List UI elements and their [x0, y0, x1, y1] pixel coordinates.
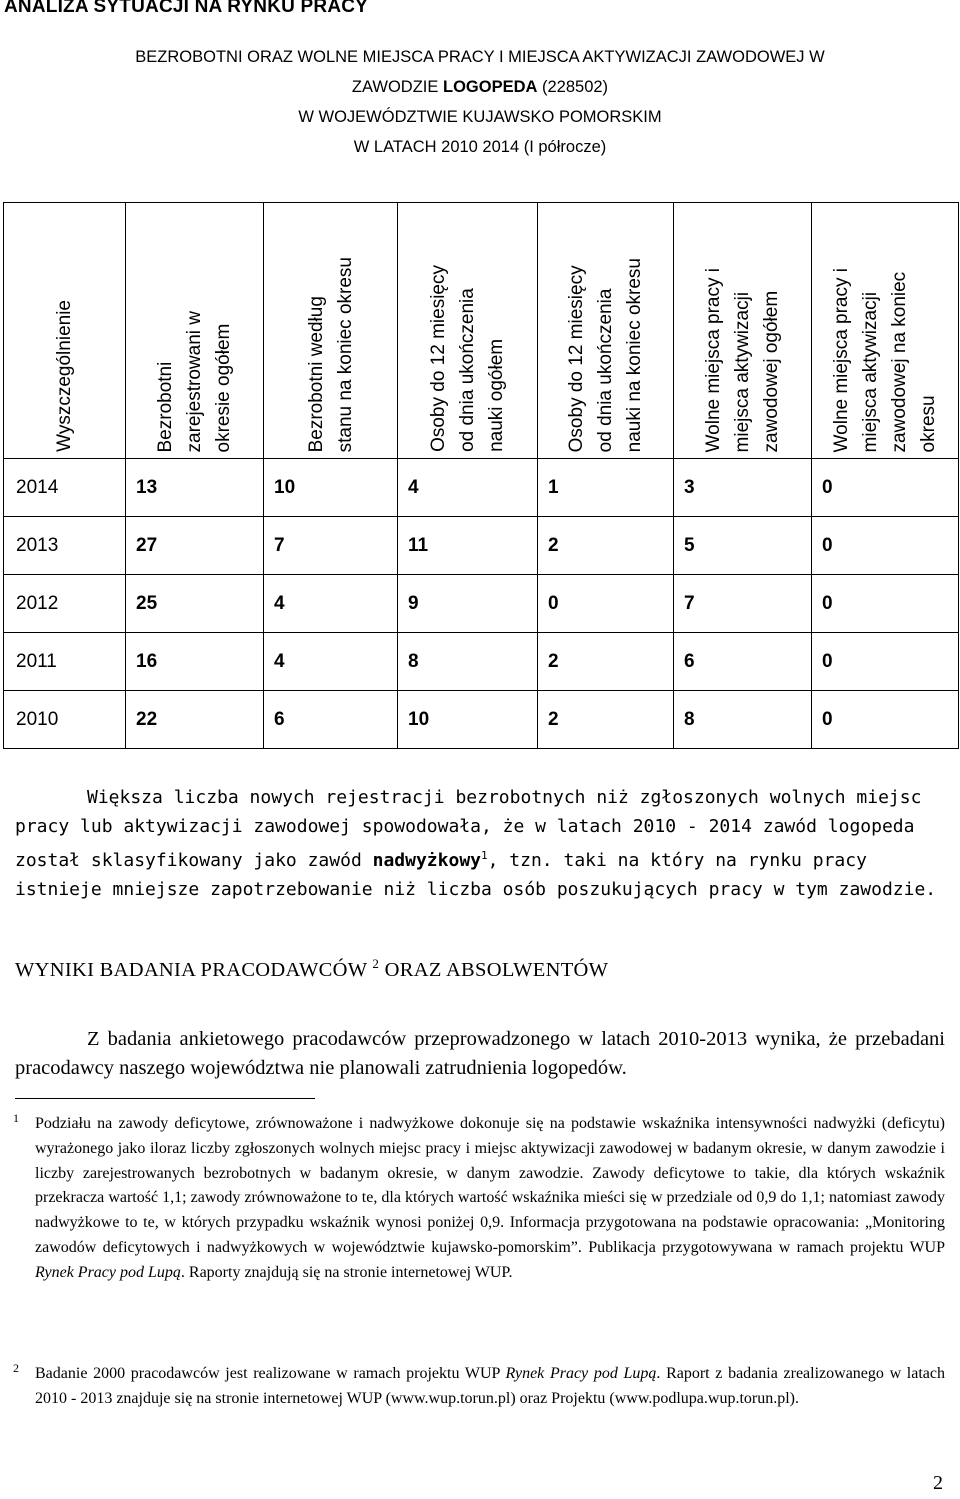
- year-cell: 2013: [4, 517, 126, 575]
- analysis-text-b: , tzn. taki na który na rynku pracy istnieje mniejsze zapotrzebowanie niż liczba osób poszukujących pracy w tym zawodzie.: [15, 850, 937, 900]
- footnote-2-mark: 2: [13, 1361, 19, 1375]
- section-heading: [15, 956, 608, 982]
- value-cell: 0: [812, 633, 959, 691]
- value-cell: 7: [264, 517, 398, 575]
- value-cell: 4: [398, 459, 538, 517]
- value-cell: 0: [812, 691, 959, 749]
- value-cell: 5: [674, 517, 812, 575]
- title-line-1: BEZROBOTNI ORAZ WOLNE MIEJSCA PRACY I MIEJSCA AKTYWIZACJI ZAWODOWEJ W: [135, 48, 825, 66]
- value-cell: 27: [126, 517, 264, 575]
- footnote-2-text-b: . Raport z badania zrealizowanego w latach 2010 - 2013 znajduje się na stronie internetowej WUP (www.wup.torun.pl) oraz Projektu (www.podlupa.wup.torun.pl).: [35, 1365, 946, 1407]
- table-row: [4, 633, 959, 691]
- header-cell: [674, 203, 812, 459]
- value-cell: 4: [264, 633, 398, 691]
- section-heading-text-a: WYNIKI BADANIA PRACODAWCÓW: [15, 959, 373, 981]
- header-cell: [812, 203, 959, 459]
- value-cell: 11: [398, 517, 538, 575]
- value-cell: 8: [674, 691, 812, 749]
- value-cell: 6: [264, 691, 398, 749]
- value-cell: 10: [398, 691, 538, 749]
- value-cell: 2: [538, 633, 674, 691]
- footnote-2-text-a: Badanie 2000 pracodawców jest realizowane w ramach projektu WUP: [35, 1365, 506, 1382]
- year-cell: 2012: [4, 575, 126, 633]
- value-cell: 13: [126, 459, 264, 517]
- value-cell: 0: [812, 517, 959, 575]
- table-row: [4, 517, 959, 575]
- header-label: Bezrobotni zarejestrowani w okresie ogółem: [155, 310, 234, 452]
- footnote-ref-2: 2: [372, 956, 380, 971]
- value-cell: 7: [674, 575, 812, 633]
- header-label: Osoby do 12 miesięcy od dnia ukończenia nauki na koniec okresu: [566, 257, 645, 452]
- year-cell: 2014: [4, 459, 126, 517]
- footnote-1-text-b: . Raporty znajdują się na stronie internetowej WUP.: [180, 1263, 513, 1281]
- header-label: Osoby do 12 miesięcy od dnia ukończenia nauki ogółem: [428, 265, 507, 452]
- section-heading-text-b: ORAZ ABSOLWENTÓW: [379, 959, 609, 981]
- header-label: Wyszczególnienie: [54, 300, 75, 452]
- footnote-1-mark: 1: [13, 1111, 19, 1125]
- title-line-2: [0, 72, 960, 102]
- value-cell: 16: [126, 633, 264, 691]
- header-label: Wolne miejsca pracy i miejsca aktywizacji zawodowej na koniec okresu: [831, 267, 939, 452]
- footnote-ref-1: 1: [481, 849, 488, 862]
- year-cell: 2010: [4, 691, 126, 749]
- header-label: Bezrobotni według stanu na koniec okresu: [305, 256, 356, 452]
- value-cell: 22: [126, 691, 264, 749]
- analysis-bold-term: nadwyżkowy: [372, 850, 481, 871]
- value-cell: 1: [538, 459, 674, 517]
- footnote-1: [13, 1111, 945, 1286]
- value-cell: 0: [812, 575, 959, 633]
- table-body: [4, 459, 959, 749]
- profession-name: LOGOPEDA: [442, 78, 538, 96]
- value-cell: 10: [264, 459, 398, 517]
- header-cell: [398, 203, 538, 459]
- value-cell: 4: [264, 575, 398, 633]
- table-row: [4, 691, 959, 749]
- title-line-2-text: ZAWODZIE LOGOPEDA (228502): [351, 78, 609, 96]
- analysis-paragraph: [15, 783, 945, 904]
- page-number: 2: [933, 1472, 943, 1494]
- title-line-4: W LATACH 2010 2014 (I półrocze): [353, 138, 607, 156]
- survey-paragraph: [15, 1025, 945, 1083]
- footnote-2: [13, 1361, 946, 1412]
- value-cell: 0: [812, 459, 959, 517]
- header-cell: [538, 203, 674, 459]
- report-title: [0, 42, 960, 162]
- footnote-separator: [15, 1098, 315, 1099]
- statistics-table: [3, 202, 959, 749]
- value-cell: 2: [538, 517, 674, 575]
- value-cell: 9: [398, 575, 538, 633]
- value-cell: 25: [126, 575, 264, 633]
- year-cell: 2011: [4, 633, 126, 691]
- header-cell: [264, 203, 398, 459]
- value-cell: 0: [538, 575, 674, 633]
- footnote-2-italic: Rynek Pracy pod Lupą: [505, 1365, 657, 1382]
- footnote-1-text-a: Podziału na zawody deficytowe, zrównoważone i nadwyżkowe dokonuje się na podstawie wskaźnika intensywności nadwyżki (deficytu) wyrażonego jako iloraz liczby zgłoszonych wolnych miejsc pracy i miejsc aktywizacji zawodowej w badanym okresie, w danym zawodzie i liczby zarejestrowanych bezrobotnych w badanym okresie, w danym zawodzie. Zawody deficytowe to takie, dla których wskaźnik przekracza wartość 1,1; zawody zrównoważone to te, dla których wartość wskaźnika mieści się w przedziale od 0,9 do 1,1; natomiast zawody nadwyżkowe to te, w których przypadku wskaźnik wynosi poniżej 0,9. Informacja przygotowana na podstawie opracowania: „Monitoring zawodów deficytowych i nadwyżkowych w województwie kujawsko-pomorskim”. Publikacja przygotowywana w ramach projektu WUP: [35, 1115, 945, 1256]
- survey-text: Z badania ankietowego pracodawców przeprowadzonego w latach 2010-2013 wynika, że przebadani pracodawcy naszego województwa nie planowali zatrudnienia logopedów.: [15, 1028, 945, 1079]
- value-cell: 6: [674, 633, 812, 691]
- table-row: [4, 459, 959, 517]
- table-row: [4, 575, 959, 633]
- header-label: Wolne miejsca pracy i miejsca aktywizacji zawodowej ogółem: [703, 267, 782, 452]
- footnote-1-italic: Rynek Pracy pod Lupą: [35, 1263, 181, 1281]
- analysis-text-a: Większa liczba nowych rejestracji bezrobotnych niż zgłoszonych wolnych miejsc pracy lub aktywizacji zawodowej spowodowała, że w latach 2010 - 2014 zawód logopeda został sklasyfikowany jako zawód: [15, 787, 922, 871]
- value-cell: 2: [538, 691, 674, 749]
- value-cell: 3: [674, 459, 812, 517]
- value-cell: 8: [398, 633, 538, 691]
- title-line-3: W WOJEWÓDZTWIE KUJAWSKO POMORSKIM: [298, 108, 662, 126]
- page-heading: ANALIZA SYTUACJI NA RYNKU PRACY: [4, 0, 369, 17]
- table-header-row: [4, 203, 959, 459]
- header-cell: [4, 203, 126, 459]
- header-cell: [126, 203, 264, 459]
